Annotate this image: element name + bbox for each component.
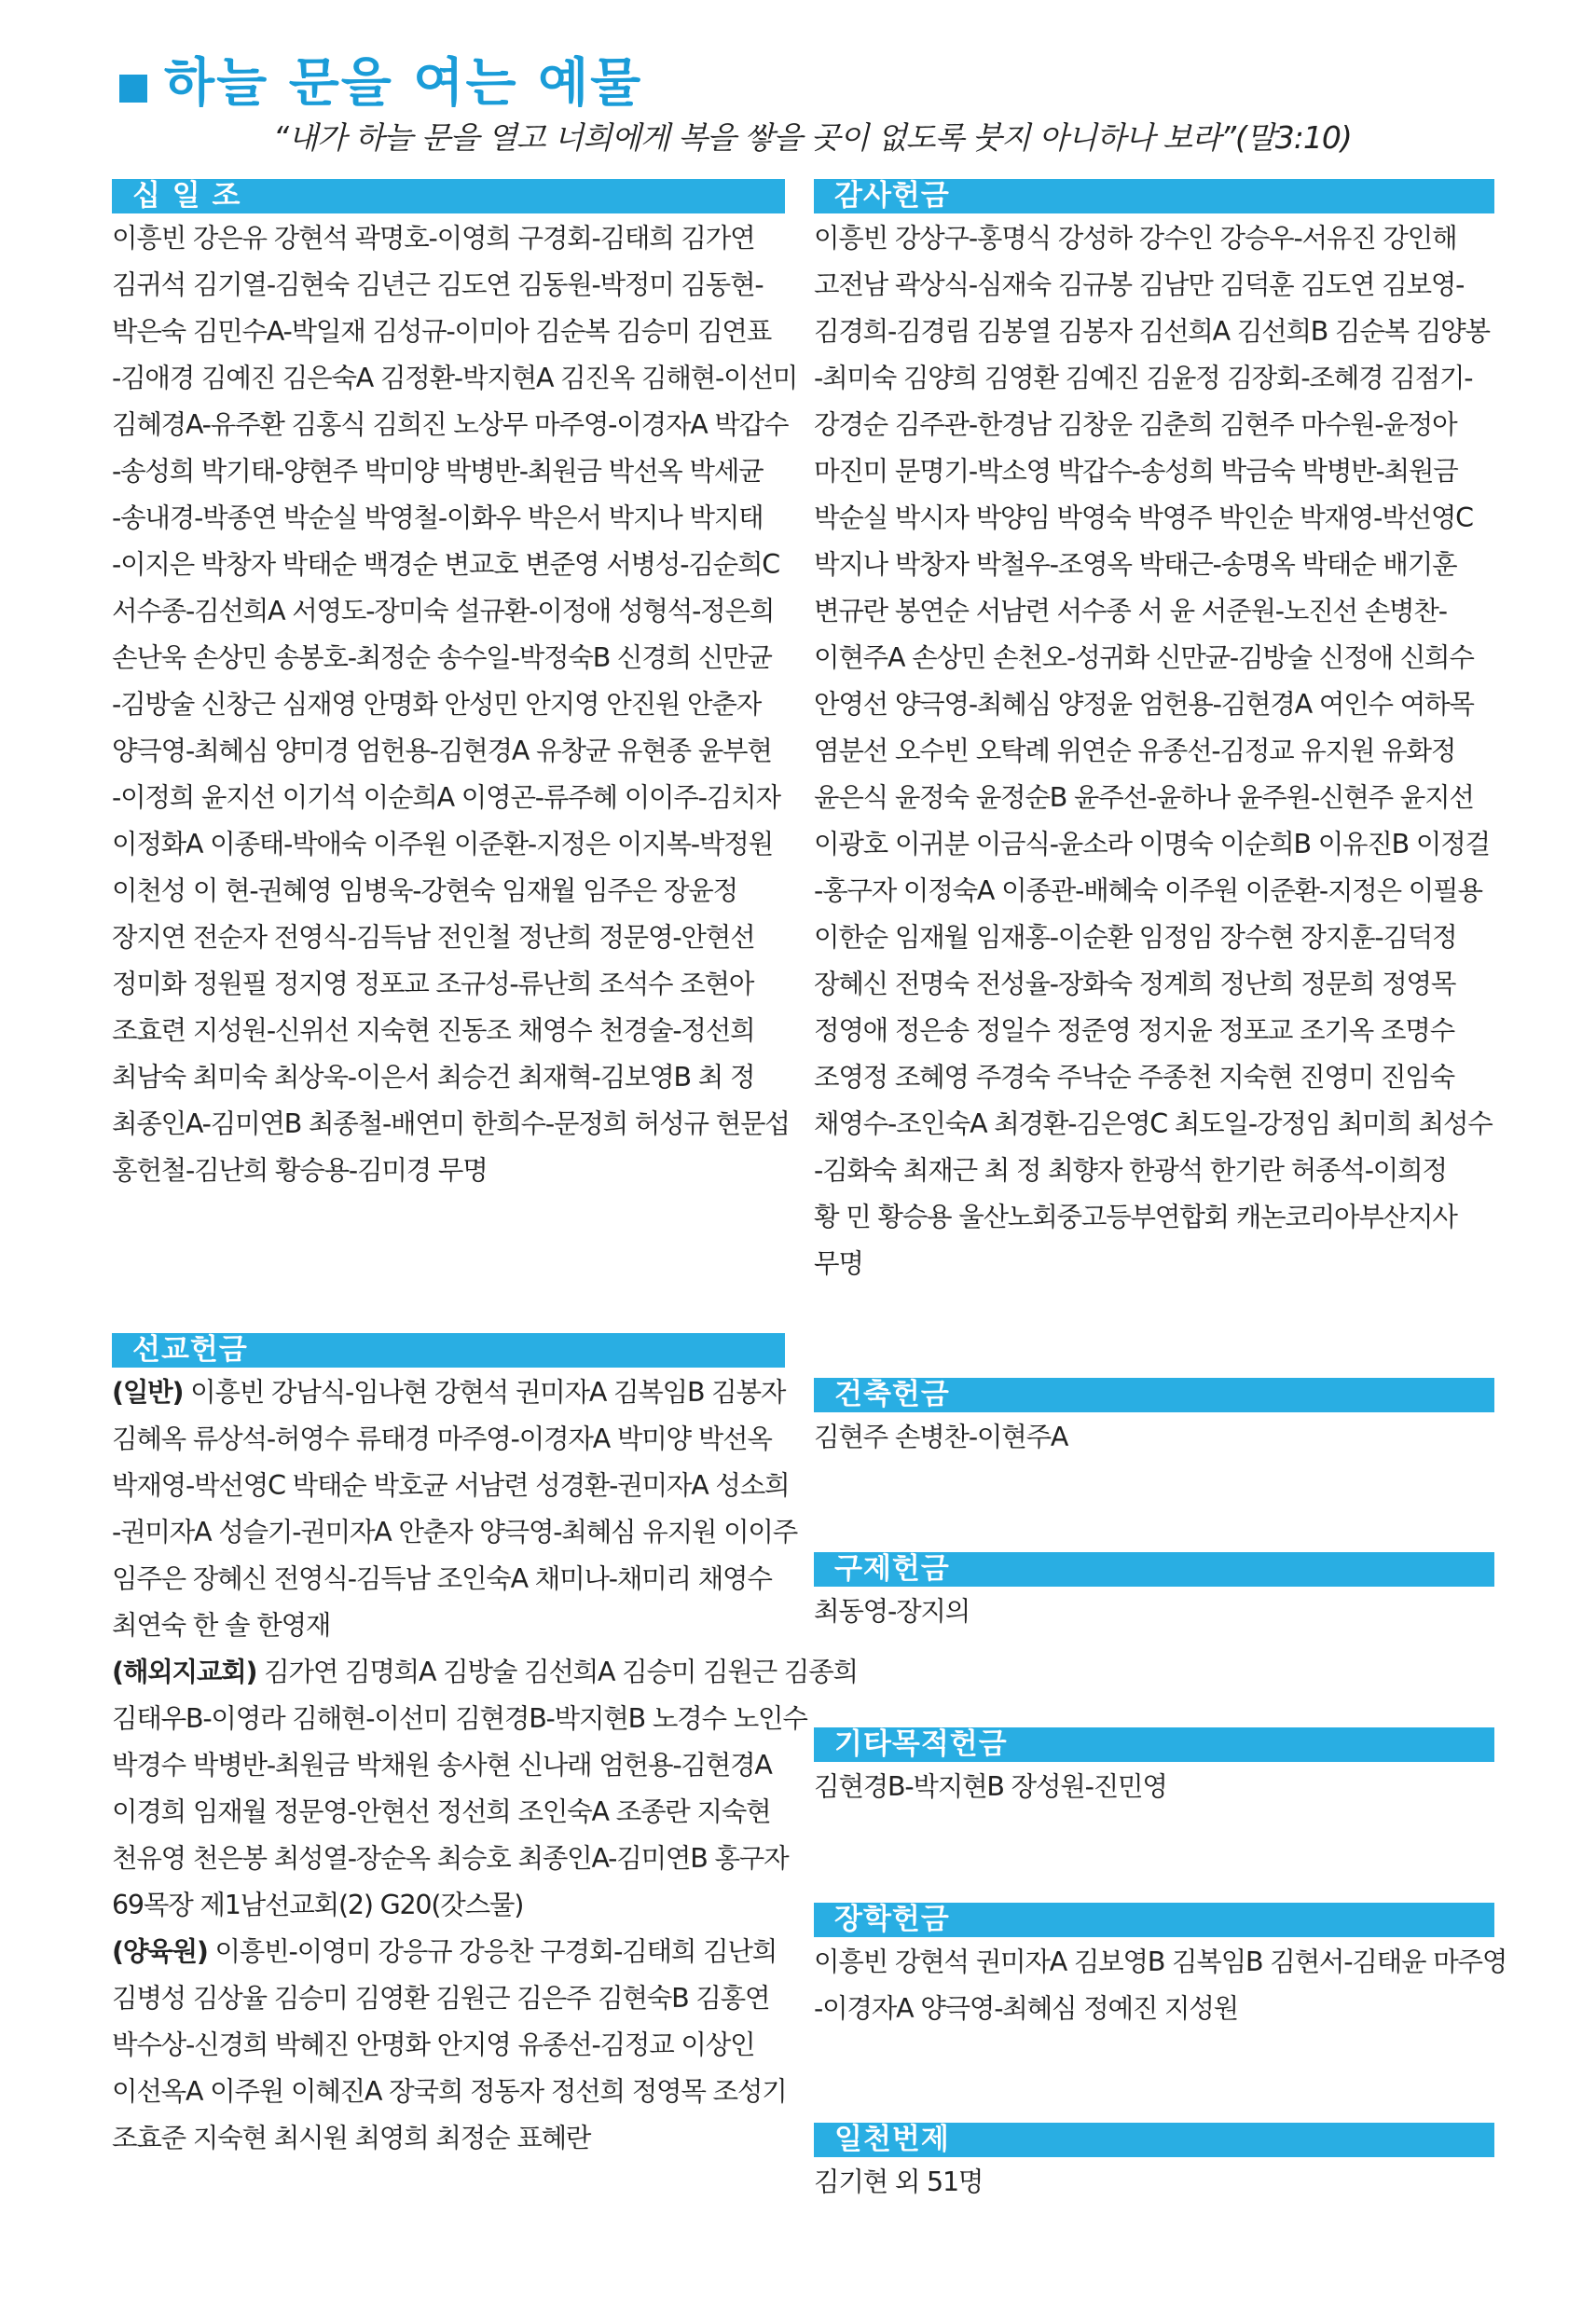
name-line: 고전남 곽상식-심재숙 김규봉 김남만 김덕훈 김도연 김보영- [814,269,1465,300]
name-line: 정영애 정은송 정일수 정준영 정지윤 정포교 조기옥 조명수 [814,1015,1454,1046]
section-other [814,1727,1494,1810]
name-line: 서수종-김선희A 서영도-장미숙 설규환-이정애 성형석-정은희 [112,596,775,626]
name-line: 무명 [814,1248,863,1279]
name-line: -이정희 윤지선 이기석 이순희A 이영곤-류주혜 이이주-김치자 [112,782,780,813]
section-tithe [112,179,798,1194]
name-line: 이한순 임재월 임재홍-이순환 임정임 장수현 장지훈-김덕정 [814,922,1457,953]
section-body-tithe [112,215,798,1194]
section-mission [112,1333,858,2162]
name-line: 김경희-김경림 김봉열 김봉자 김선희A 김선희B 김순복 김양봉 [814,316,1490,347]
section-body-building [814,1414,1494,1461]
section-title-building: 건축헌금 [814,1378,1494,1412]
name-line: 윤은식 윤정숙 윤정순B 윤주선-윤하나 윤주원-신현주 윤지선 [814,782,1474,813]
name-line [112,1556,785,1603]
name-line: 최남숙 최미숙 최상욱-이은서 최승건 최재혁-김보영B 최 정 [112,1062,755,1093]
name-line [112,2115,785,2162]
section-body-thousand [814,2159,1494,2206]
names-text: 이흥빈 강남식-임나현 강현석 권미자A 김복임B 김봉자 [183,1377,786,1408]
name-line [112,1416,785,1463]
names-text: 이선옥A 이주원 이혜진A 장국희 정동자 정선희 정영목 조성기 [112,2076,787,2107]
name-line: 최종인A-김미연B 최종철-배연미 한희수-문정희 허성규 현문섭 [112,1108,790,1139]
section-body-other [814,1764,1494,1810]
header-square-icon [119,75,147,103]
names-text: 69목장 제1남선교회(2) G20(갓스물) [112,1890,524,1920]
name-line: -이경자A 양극영-최혜심 정예진 지성원 [814,1993,1239,2024]
name-line: 이천성 이 현-권혜영 임병욱-강현숙 임재월 임주은 장윤정 [112,875,737,906]
names-text: 이경희 임재월 정문영-안현선 정선희 조인숙A 조종란 지숙현 [112,1796,771,1827]
section-thousand [814,2123,1494,2206]
names-text: 김태우B-이영라 김해현-이선미 김현경B-박지현B 노경수 노인수 [112,1703,807,1734]
name-line: 이흥빈 강은유 강현석 곽명호-이영희 구경회-김태희 김가연 [112,223,755,254]
names-text: 김가연 김명희A 김방술 김선희A 김승미 김원근 김종희 [256,1657,858,1687]
name-line [112,1975,785,2022]
name-line: -홍구자 이정숙A 이종관-배혜숙 이주원 이준환-지정은 이필용 [814,875,1482,906]
names-text: 김혜옥 류상석-허영수 류태경 마주영-이경자A 박미양 박선옥 [112,1424,772,1454]
section-title-thanks: 감사헌금 [814,179,1494,213]
name-line [112,1929,785,1975]
name-line: 조영정 조혜영 주경숙 주낙순 주종천 지숙현 진영미 진임숙 [814,1062,1454,1093]
name-line: 이광호 이귀분 이금식-윤소라 이명숙 이순희B 이유진B 이정걸 [814,829,1490,860]
name-line: -송내경-박종연 박순실 박영철-이화우 박은서 박지나 박지태 [112,502,764,533]
name-line: 이흥빈 강상구-홍명식 강성하 강수인 강승우-서유진 강인해 [814,223,1457,254]
section-title-tithe: 십 일 조 [112,179,785,213]
page-title: 하늘 문을 여는 예물 [164,53,643,114]
name-line [112,2069,785,2115]
name-line [112,1836,789,1882]
section-body-scholarship [814,1939,1507,2032]
name-line: 장혜신 전명숙 전성율-장화숙 정계희 정난희 정문희 정영목 [814,969,1456,999]
section-scholarship [814,1903,1507,2032]
name-line [112,1882,785,1929]
name-line: 정미화 정원필 정지영 정포교 조규성-류난희 조석수 조현아 [112,969,754,999]
name-line: 이현주A 손상민 손천오-성귀화 신만균-김방술 신정애 신희수 [814,642,1474,673]
name-line: 박지나 박창자 박철우-조영옥 박태근-송명옥 박태순 배기훈 [814,549,1457,580]
name-line: 황 민 황승용 울산노회중고등부연합회 캐논코리아부산지사 [814,1202,1457,1232]
name-line: 김현주 손병찬-이현주A [814,1422,1068,1452]
names-text: -권미자A 성슬기-권미자A 안춘자 양극영-최혜심 유지원 이이주 [112,1517,798,1548]
names-text: 박경수 박병반-최원금 박채원 송사현 신나래 엄헌용-김현경A [112,1750,772,1781]
name-line: 김기현 외 51명 [814,2167,984,2197]
category-tag: (양육원) [112,1936,208,1967]
name-line: -최미숙 김양희 김영환 김예진 김윤정 김장회-조혜경 김점기- [814,363,1473,393]
section-title-thousand: 일천번제 [814,2123,1494,2157]
section-title-mission: 선교헌금 [112,1333,785,1368]
names-text: 박수상-신경희 박혜진 안명화 안지영 유종선-김정교 이상인 [112,2029,755,2060]
name-line: 박순실 박시자 박양임 박영숙 박영주 박인순 박재영-박선영C [814,502,1473,533]
names-text: 김병성 김상율 김승미 김영환 김원근 김은주 김현숙B 김홍연 [112,1983,770,2014]
name-line: 홍헌철-김난희 황승용-김미경 무명 [112,1155,488,1186]
names-text: 이흥빈-이영미 강응규 강응찬 구경회-김태희 김난희 [207,1936,777,1967]
name-line [112,2022,785,2069]
category-tag: (해외지교회) [112,1657,257,1687]
name-line: 마진미 문명기-박소영 박갑수-송성희 박금숙 박병반-최원금 [814,456,1458,487]
name-line: 변규란 봉연순 서남련 서수종 서 윤 서준원-노진선 손병찬- [814,596,1447,626]
name-line: 채영수-조인숙A 최경환-김은영C 최도일-강정임 최미희 최성수 [814,1108,1493,1139]
name-line: 김귀석 김기열-김현숙 김년근 김도연 김동원-박정미 김동현- [112,269,764,300]
name-line [112,1603,785,1649]
name-line: -김애경 김예진 김은숙A 김정환-박지현A 김진옥 김해현-이선미 [112,363,798,393]
section-title-other: 기타목적헌금 [814,1727,1494,1762]
bible-verse: “내가 하늘 문을 열고 너희에게 복을 쌓을 곳이 없도록 붓지 아니하나 보라”(말3:10) [273,119,1352,156]
name-line [112,1789,785,1836]
names-text: 임주은 장혜신 전영식-김득남 조인숙A 채미나-채미리 채영수 [112,1563,772,1594]
name-line: 김혜경A-유주환 김홍식 김희진 노상무 마주영-이경자A 박갑수 [112,409,789,440]
category-tag: (일반) [112,1377,184,1408]
name-line: -김방술 신창근 심재영 안명화 안성민 안지영 안진원 안춘자 [112,689,762,720]
name-line: 장지연 전순자 전영식-김득남 전인철 정난희 정문영-안현선 [112,922,755,953]
name-line: 박은숙 김민수A-박일재 김성규-이미아 김순복 김승미 김연표 [112,316,772,347]
name-line [112,1463,790,1509]
name-line [112,1369,785,1416]
names-text: 천유영 천은봉 최성열-장순옥 최승호 최종인A-김미연B 홍구자 [112,1843,789,1874]
name-line: -이지은 박창자 박태순 백경순 변교호 변준영 서병성-김순희C [112,549,779,580]
name-line: 이흥빈 강현석 권미자A 김보영B 김복임B 김현서-김태윤 마주영 [814,1946,1507,1977]
section-title-scholarship: 장학헌금 [814,1903,1494,1937]
section-title-relief: 구제헌금 [814,1552,1494,1587]
name-line [112,1696,807,1742]
section-body-thanks [814,215,1494,1287]
names-text: 조효준 지숙현 최시원 최영희 최정순 표혜란 [112,2123,591,2153]
names-text: 박재영-박선영C 박태순 박호균 서남련 성경환-권미자A 성소희 [112,1470,790,1501]
name-line [112,1649,858,1696]
section-relief [814,1552,1494,1635]
name-line: 김현경B-박지현B 장성원-진민영 [814,1771,1167,1802]
section-body-mission [112,1369,858,2162]
section-body-relief [814,1589,1494,1635]
name-line: -김화숙 최재근 최 정 최향자 한광석 한기란 허종석-이희정 [814,1155,1447,1186]
name-line: 염분선 오수빈 오탁례 위연순 유종선-김정교 유지원 유화정 [814,736,1456,766]
section-thanks [814,179,1494,1287]
name-line [112,1742,785,1789]
name-line: 강경순 김주관-한경남 김창운 김춘희 김현주 마수원-윤정아 [814,409,1457,440]
name-line: 이정화A 이종태-박애숙 이주원 이준환-지정은 이지복-박정원 [112,829,773,860]
name-line: 손난욱 손상민 송봉호-최정순 송수일-박정숙B 신경희 신만균 [112,642,772,673]
name-line: 조효련 지성원-신위선 지숙현 진동조 채영수 천경술-정선희 [112,1015,755,1046]
name-line: 양극영-최혜심 양미경 엄헌용-김현경A 유창균 유현종 윤부현 [112,736,772,766]
name-line [112,1509,798,1556]
section-building [814,1378,1494,1461]
name-line: 안영선 양극영-최혜심 양정윤 엄헌용-김현경A 여인수 여하목 [814,689,1474,720]
name-line: 최동영-장지의 [814,1596,970,1627]
name-line: -송성희 박기태-양현주 박미양 박병반-최원금 박선옥 박세균 [112,456,764,487]
names-text: 최연숙 한 솔 한영재 [112,1610,331,1641]
